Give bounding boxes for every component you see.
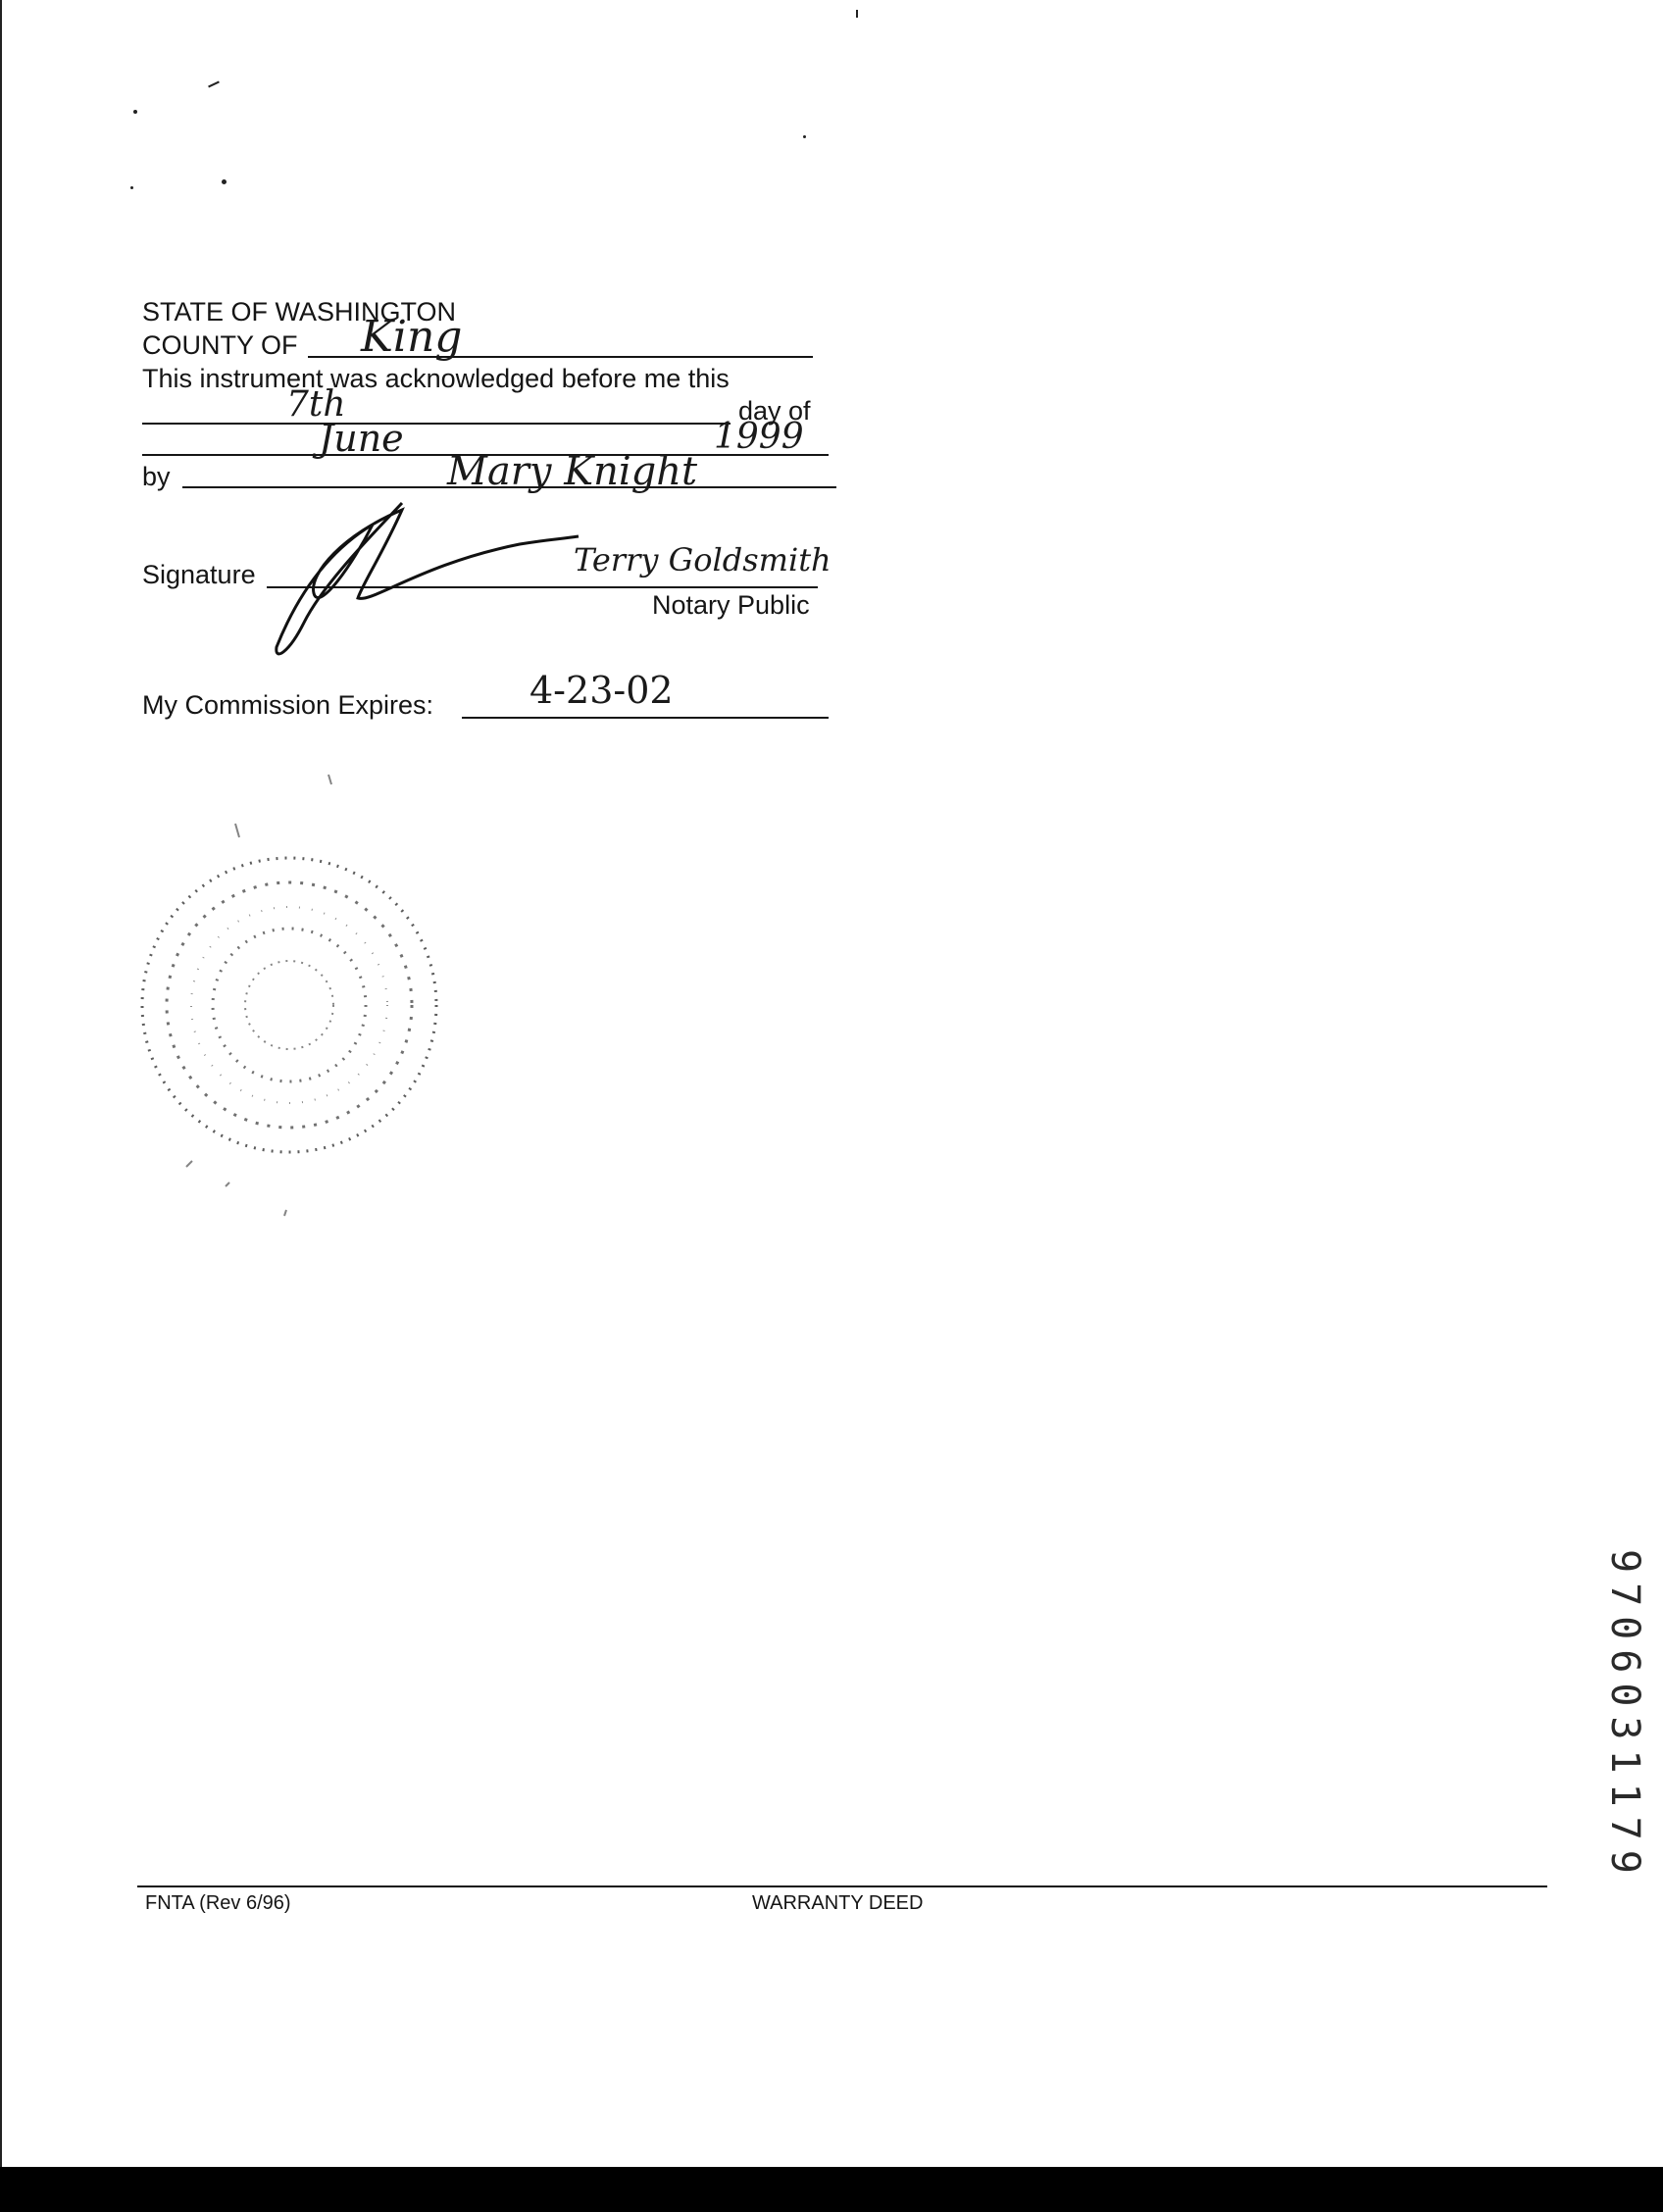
notary-seal bbox=[127, 814, 461, 1147]
year-handwritten: 1999 bbox=[714, 417, 804, 457]
scan-speck bbox=[803, 135, 806, 138]
by-handwritten-name: Mary Knight bbox=[447, 449, 698, 494]
footer-form-id: FNTA (Rev 6/96) bbox=[145, 1892, 291, 1914]
scan-speck bbox=[130, 186, 133, 189]
commission-handwritten-date: 4-23-02 bbox=[529, 669, 674, 712]
state-heading: STATE OF WASHINGTON bbox=[142, 297, 457, 327]
scan-speck bbox=[222, 179, 227, 184]
commission-label: My Commission Expires: bbox=[142, 690, 434, 720]
day-of-label: day of bbox=[738, 396, 811, 426]
by-label: by bbox=[142, 462, 171, 491]
scan-speck bbox=[133, 110, 137, 114]
recording-stamp-number: 9706031179 bbox=[1602, 1549, 1647, 1884]
county-label: COUNTY OF bbox=[142, 330, 298, 360]
commission-underline bbox=[462, 717, 829, 719]
day-handwritten: 7th bbox=[286, 384, 346, 425]
scan-speck bbox=[856, 10, 858, 18]
scan-bottom-edge bbox=[0, 2167, 1663, 2212]
signer-handwritten-name: Terry Goldsmith bbox=[574, 541, 832, 578]
notary-public-title: Notary Public bbox=[652, 590, 810, 620]
footer-divider bbox=[137, 1885, 1547, 1887]
day-underline bbox=[142, 423, 731, 425]
county-handwritten: King bbox=[361, 312, 463, 362]
scan-speck bbox=[208, 81, 220, 88]
scan-left-border bbox=[0, 0, 2, 2167]
notary-signature-mark bbox=[265, 495, 853, 662]
month-handwritten: June bbox=[319, 417, 404, 460]
footer-document-title: WARRANTY DEED bbox=[752, 1892, 924, 1914]
acknowledgment-text: This instrument was acknowledged before me this bbox=[142, 364, 730, 393]
signature-label: Signature bbox=[142, 560, 256, 589]
